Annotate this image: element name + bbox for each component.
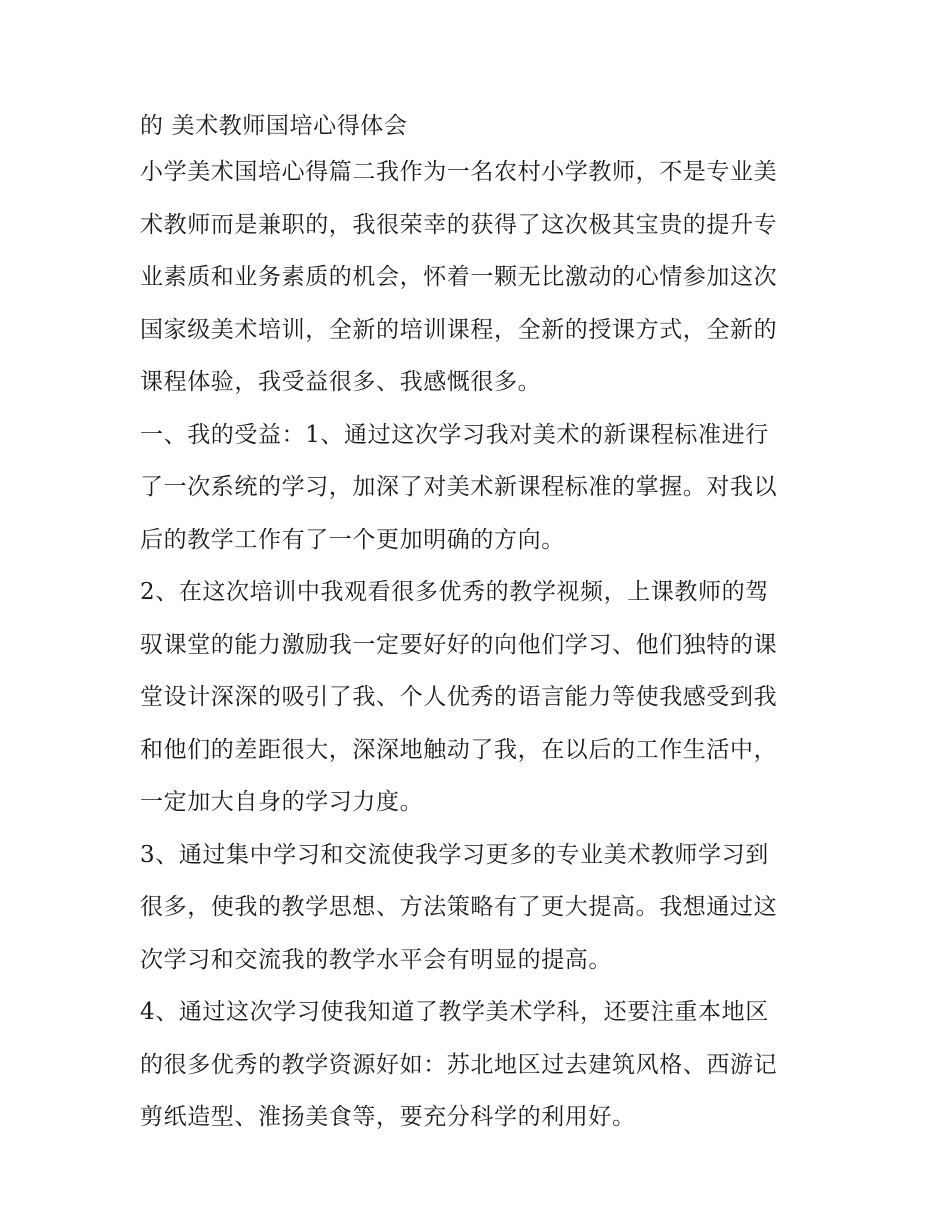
text-line: 一、我的受益：1、通过这次学习我对美术的新课程标准进行: [140, 421, 769, 448]
text-line: 小学美术国培心得篇二我作为一名农村小学教师，不是专业美: [140, 159, 778, 185]
text-line: 国家级美术培训，全新的培训课程，全新的授课方式，全新的: [140, 316, 778, 343]
text-line: 很多，使我的教学思想、方法策略有了更大提高。我想通过这: [140, 894, 778, 920]
text-line: 剪纸造型、淮扬美食等，要充分科学的利用好。: [140, 1104, 636, 1130]
text-line: 堂设计深深的吸引了我、个人优秀的语言能力等使我感受到我: [140, 684, 778, 710]
text-line: 后的教学工作有了一个更加明确的方向。: [140, 526, 565, 553]
document-body: [140, 112, 820, 1156]
text-line: 3、通过集中学习和交流使我学习更多的专业美术教师学习到: [140, 841, 769, 868]
text-line: 课程体验，我受益很多、我感慨很多。: [140, 369, 542, 395]
text-line: 一定加大自身的学习力度。: [140, 789, 424, 815]
text-line: 次学习和交流我的教学水平会有明显的提高。: [140, 946, 612, 973]
text-line: 和他们的差距很大，深深地触动了我，在以后的工作生活中，: [140, 736, 778, 763]
text-line: 业素质和业务素质的机会，怀着一颗无比激动的心情参加这次: [140, 264, 778, 290]
document-heading: 的 美术教师国培心得体会: [140, 113, 408, 139]
text-line: 的很多优秀的教学资源好如：苏北地区过去建筑风格、西游记: [140, 1051, 778, 1078]
text-line: 术教师而是兼职的，我很荣幸的获得了这次极其宝贵的提升专: [140, 211, 778, 238]
text-line: 驭课堂的能力激励我一定要好好的向他们学习、他们独特的课: [140, 631, 778, 658]
text-line: 2、在这次培训中我观看很多优秀的教学视频，上课教师的驾: [140, 579, 769, 605]
text-line: 了一次系统的学习，加深了对美术新课程标准的掌握。对我以: [140, 474, 778, 500]
text-line: 4、通过这次学习使我知道了教学美术学科，还要注重本地区: [140, 999, 769, 1025]
